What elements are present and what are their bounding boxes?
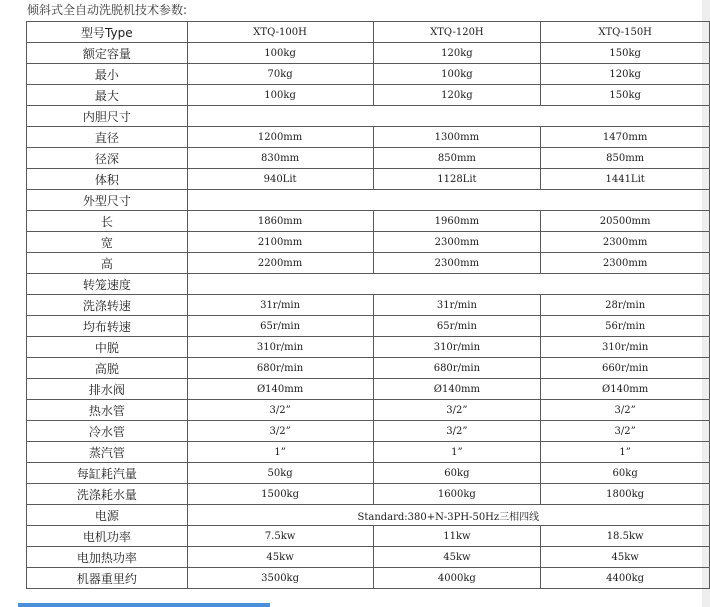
value-cell: 11kw [373,526,541,547]
table-row [27,358,710,379]
value-cell: 660r/min [541,358,710,379]
table-row [27,43,710,64]
row-label: 宽 [27,232,188,253]
table-row [27,211,710,232]
row-label: 洗涤转速 [27,295,188,316]
section-empty-cell [187,274,709,295]
value-cell: 310r/min [187,337,373,358]
row-label: 最大 [27,85,188,106]
value-cell: 940Lit [187,169,373,190]
table-row [27,400,710,421]
table-row [27,379,710,400]
value-cell: 100kg [187,43,373,64]
value-cell: 65r/min [373,316,541,337]
model-header: XTQ-100H [187,22,373,43]
section-empty-cell [187,190,709,211]
value-cell: 3/2” [373,400,541,421]
value-cell: 18.5kw [541,526,710,547]
row-label: 长 [27,211,188,232]
value-cell: 120kg [373,43,541,64]
table-row [27,295,710,316]
table-row [27,148,710,169]
value-cell: 150kg [541,85,710,106]
value-cell: 56r/min [541,316,710,337]
value-cell: 1960mm [373,211,541,232]
table-row [27,85,710,106]
table-row [27,337,710,358]
value-cell: 60kg [373,463,541,484]
value-cell: 20500mm [541,211,710,232]
row-label: 额定容量 [27,43,188,64]
value-cell: 1470mm [541,127,710,148]
row-label: 电机功率 [27,526,188,547]
table-row [27,547,710,568]
value-cell: 1” [187,442,373,463]
table-row [27,253,710,274]
spec-table-body [27,22,710,589]
value-cell: 2300mm [541,253,710,274]
value-cell: 1200mm [187,127,373,148]
value-cell: 28r/min [541,295,710,316]
value-cell: 120kg [373,85,541,106]
value-cell: 2300mm [373,253,541,274]
value-cell: 2300mm [373,232,541,253]
value-cell: 50kg [187,463,373,484]
merged-value-cell: Standard:380+N-3PH-50Hz三相四线 [187,505,709,526]
value-cell: 100kg [187,85,373,106]
value-cell: 680r/min [187,358,373,379]
value-cell: Ø140mm [541,379,710,400]
table-row [27,64,710,85]
value-cell: 31r/min [187,295,373,316]
value-cell: 1800kg [541,484,710,505]
value-cell: 3/2” [187,421,373,442]
value-cell: 1128Lit [373,169,541,190]
value-cell: 2300mm [541,232,710,253]
row-label: 直径 [27,127,188,148]
row-label: 蒸汽管 [27,442,188,463]
value-cell: 310r/min [541,337,710,358]
table-row [27,232,710,253]
row-label: 冷水管 [27,421,188,442]
value-cell: 120kg [541,64,710,85]
value-cell: 1300mm [373,127,541,148]
value-cell: 7.5kw [187,526,373,547]
value-cell: 310r/min [373,337,541,358]
row-label: 高脱 [27,358,188,379]
value-cell: 1” [541,442,710,463]
value-cell: 2100mm [187,232,373,253]
section-label: 外型尺寸 [27,190,188,211]
row-label: 电加热功率 [27,547,188,568]
table-row [27,484,710,505]
section-row [27,190,710,211]
spec-table [26,21,710,589]
value-cell: 45kw [187,547,373,568]
value-cell: 3/2” [541,421,710,442]
row-label: 电源 [27,505,188,526]
value-cell: 830mm [187,148,373,169]
table-row [27,421,710,442]
value-cell: Ø140mm [373,379,541,400]
value-cell: 1” [373,442,541,463]
value-cell: 60kg [541,463,710,484]
row-label: 体积 [27,169,188,190]
value-cell: 65r/min [187,316,373,337]
value-cell: 45kw [541,547,710,568]
section-empty-cell [187,106,709,127]
row-label: 排水阀 [27,379,188,400]
model-header: XTQ-120H [373,22,541,43]
section-label: 内胆尺寸 [27,106,188,127]
table-row [27,442,710,463]
value-cell: 1600kg [373,484,541,505]
section-label: 转笼速度 [27,274,188,295]
value-cell: 3500kg [187,568,373,589]
table-row [27,169,710,190]
table-row [27,127,710,148]
model-header: XTQ-150H [541,22,710,43]
row-label: 高 [27,253,188,274]
value-cell: 70kg [187,64,373,85]
value-cell: 850mm [541,148,710,169]
section-row [27,274,710,295]
value-cell: 31r/min [373,295,541,316]
value-cell: 3/2” [187,400,373,421]
value-cell: 100kg [373,64,541,85]
table-row [27,526,710,547]
value-cell: 45kw [373,547,541,568]
value-cell: 1441Lit [541,169,710,190]
table-caption: 倾斜式全自动洗脱机技术参数: [27,3,188,17]
value-cell: 680r/min [373,358,541,379]
header-row [27,22,710,43]
value-cell: 1500kg [187,484,373,505]
value-cell: 3/2” [541,400,710,421]
value-cell: 4000kg [373,568,541,589]
value-cell: 150kg [541,43,710,64]
table-row [27,316,710,337]
row-label: 均布转速 [27,316,188,337]
section-row [27,106,710,127]
table-row [27,568,710,589]
table-row [27,463,710,484]
header-label: 型号Type [27,22,188,43]
value-cell: Ø140mm [187,379,373,400]
row-label: 热水管 [27,400,188,421]
row-label: 每缸耗汽量 [27,463,188,484]
row-label: 洗涤耗水量 [27,484,188,505]
value-cell: 4400kg [541,568,710,589]
value-cell: 2200mm [187,253,373,274]
value-cell: 3/2” [373,421,541,442]
value-cell: 850mm [373,148,541,169]
row-label: 中脱 [27,337,188,358]
row-label: 最小 [27,64,188,85]
table-row [27,505,710,526]
value-cell: 1860mm [187,211,373,232]
row-label: 径深 [27,148,188,169]
scrollbar-indicator[interactable] [18,603,270,607]
row-label: 机器重里约 [27,568,188,589]
